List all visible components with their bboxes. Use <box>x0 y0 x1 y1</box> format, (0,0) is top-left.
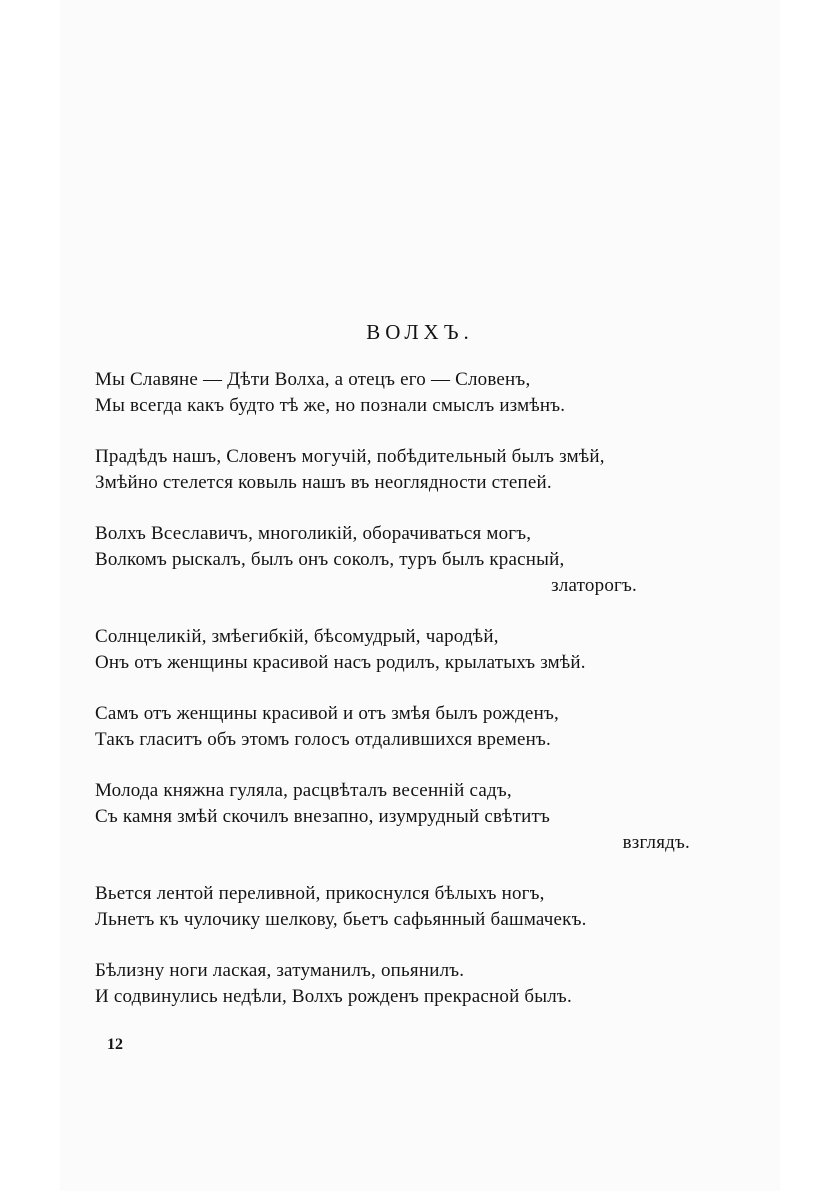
poem-line: Такъ гласитъ объ этомъ голосъ отдалившихся временъ. <box>95 729 552 750</box>
poem-line: Молода княжна гуляла, расцвѣталъ весенній садъ, <box>95 780 512 801</box>
poem-line: Самъ отъ женщины красивой и отъ змѣя былъ рожденъ, <box>95 703 559 724</box>
poem-body <box>95 367 735 1035</box>
stanza <box>95 521 735 599</box>
stanza <box>95 367 735 419</box>
poem-line: Волкомъ рыскалъ, былъ онъ соколъ, туръ былъ красный, <box>95 549 565 570</box>
stanza <box>95 881 735 933</box>
stanza <box>95 701 735 753</box>
poem-line-continuation: взглядъ. <box>622 832 690 853</box>
poem-line: Съ камня змѣй скочилъ внезапно, изумрудный свѣтитъ <box>95 806 551 827</box>
poem-line: Прадѣдъ нашъ, Словенъ могучій, побѣдительный былъ змѣй, <box>95 446 605 467</box>
poem-line: Онъ отъ женщины красивой насъ родилъ, крылатыхъ змѣй. <box>95 652 586 673</box>
poem-line: Змѣйно стелется ковыль нашъ въ неоглядности степей. <box>95 472 552 493</box>
poem-line: Бѣлизну ноги лаская, затуманилъ, опьянилъ. <box>95 960 465 981</box>
poem-line-continuation: златорогъ. <box>551 575 637 596</box>
poem-line: Мы всегда какъ будто тѣ же, но познали смыслъ измѣнъ. <box>95 395 566 416</box>
poem-line: И содвинулись недѣли, Волхъ рожденъ прекрасной былъ. <box>95 986 572 1007</box>
poem-line: Мы Славяне — Дѣти Волха, а отецъ его — Словенъ, <box>95 369 531 390</box>
stanza <box>95 444 735 496</box>
poem-line: Льнетъ къ чулочику шелкову, бьетъ сафьянный башмачекъ. <box>95 909 587 930</box>
page-number: 12 <box>107 1036 123 1053</box>
stanza <box>95 624 735 676</box>
stanza <box>95 778 735 856</box>
stanza <box>95 958 735 1010</box>
poem-line: Волхъ Всеславичъ, многоликій, оборачиваться могъ, <box>95 523 532 544</box>
poem-line: Вьется лентой переливной, прикоснулся бѣлыхъ ногъ, <box>95 883 545 904</box>
poem-title: ВОЛХЪ. <box>366 320 474 344</box>
poem-line: Солнцеликій, змѣегибкій, бѣсомудрый, чародѣй, <box>95 626 499 647</box>
